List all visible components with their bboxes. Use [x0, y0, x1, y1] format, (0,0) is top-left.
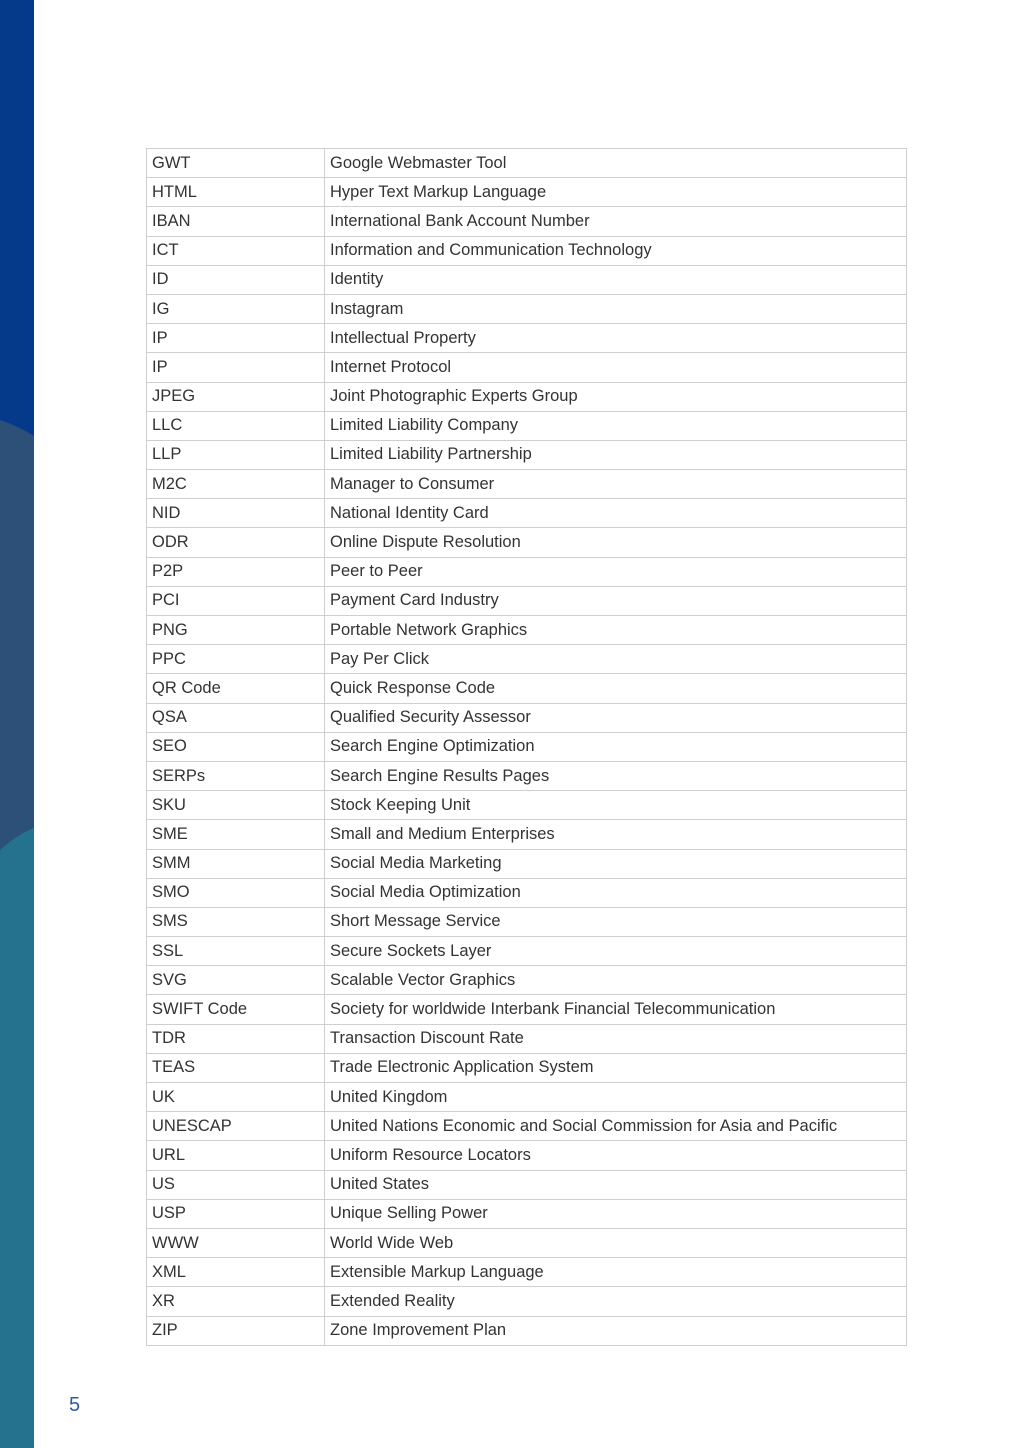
meaning-cell: Short Message Service [325, 907, 907, 936]
table-row [147, 732, 907, 761]
table-row [147, 616, 907, 645]
table-row [147, 557, 907, 586]
abbreviation-cell: SEO [147, 732, 325, 761]
meaning-cell: Zone Improvement Plan [325, 1316, 907, 1345]
meaning-cell: Scalable Vector Graphics [325, 966, 907, 995]
meaning-cell: Search Engine Results Pages [325, 761, 907, 790]
abbreviation-cell: LLP [147, 440, 325, 469]
abbreviation-cell: SME [147, 820, 325, 849]
meaning-cell: United Nations Economic and Social Commission for Asia and Pacific [325, 1112, 907, 1141]
meaning-cell: Extensible Markup Language [325, 1258, 907, 1287]
meaning-cell: Trade Electronic Application System [325, 1053, 907, 1082]
abbreviation-cell: IP [147, 324, 325, 353]
meaning-cell: Limited Liability Partnership [325, 440, 907, 469]
abbreviation-cell: SMO [147, 878, 325, 907]
table-row [147, 411, 907, 440]
table-row [147, 236, 907, 265]
meaning-cell: Extended Reality [325, 1287, 907, 1316]
side-band-bottom-section [0, 828, 34, 1448]
table-row [147, 1287, 907, 1316]
table-row [147, 1112, 907, 1141]
abbreviation-cell: TEAS [147, 1053, 325, 1082]
abbreviation-cell: SMM [147, 849, 325, 878]
table-row [147, 1316, 907, 1345]
table-row [147, 1024, 907, 1053]
abbreviation-cell: SVG [147, 966, 325, 995]
meaning-cell: Social Media Marketing [325, 849, 907, 878]
meaning-cell: World Wide Web [325, 1228, 907, 1257]
table-row [147, 1141, 907, 1170]
abbreviation-cell: USP [147, 1199, 325, 1228]
abbreviation-cell: HTML [147, 178, 325, 207]
abbreviation-cell: XR [147, 1287, 325, 1316]
meaning-cell: Limited Liability Company [325, 411, 907, 440]
meaning-cell: Payment Card Industry [325, 586, 907, 615]
table-row [147, 791, 907, 820]
meaning-cell: Internet Protocol [325, 353, 907, 382]
meaning-cell: Joint Photographic Experts Group [325, 382, 907, 411]
meaning-cell: United States [325, 1170, 907, 1199]
table-row [147, 995, 907, 1024]
table-row [147, 1170, 907, 1199]
meaning-cell: Google Webmaster Tool [325, 149, 907, 178]
abbreviation-cell: QR Code [147, 674, 325, 703]
abbreviation-cell: ODR [147, 528, 325, 557]
abbreviation-cell: SERPs [147, 761, 325, 790]
meaning-cell: Identity [325, 265, 907, 294]
meaning-cell: Online Dispute Resolution [325, 528, 907, 557]
abbreviation-cell: PNG [147, 616, 325, 645]
table-row [147, 703, 907, 732]
table-row [147, 382, 907, 411]
table-row [147, 878, 907, 907]
abbreviations-table-body [147, 149, 907, 1346]
abbreviation-cell: IBAN [147, 207, 325, 236]
abbreviation-cell: US [147, 1170, 325, 1199]
meaning-cell: Instagram [325, 294, 907, 323]
abbreviation-cell: ZIP [147, 1316, 325, 1345]
meaning-cell: Portable Network Graphics [325, 616, 907, 645]
table-row [147, 149, 907, 178]
abbreviation-cell: SWIFT Code [147, 995, 325, 1024]
table-row [147, 1083, 907, 1112]
table-row [147, 499, 907, 528]
abbreviation-cell: SSL [147, 937, 325, 966]
table-row [147, 207, 907, 236]
table-row [147, 761, 907, 790]
meaning-cell: Intellectual Property [325, 324, 907, 353]
abbreviation-cell: PPC [147, 645, 325, 674]
meaning-cell: Transaction Discount Rate [325, 1024, 907, 1053]
abbreviation-cell: P2P [147, 557, 325, 586]
table-row [147, 1258, 907, 1287]
meaning-cell: Hyper Text Markup Language [325, 178, 907, 207]
abbreviation-cell: NID [147, 499, 325, 528]
meaning-cell: United Kingdom [325, 1083, 907, 1112]
abbreviation-cell: ICT [147, 236, 325, 265]
table-row [147, 820, 907, 849]
table-row [147, 440, 907, 469]
decorative-side-band [0, 0, 34, 1448]
table-row [147, 907, 907, 936]
table-row [147, 178, 907, 207]
page-number: 5 [69, 1394, 81, 1416]
abbreviation-cell: XML [147, 1258, 325, 1287]
abbreviation-cell: SKU [147, 791, 325, 820]
abbreviation-cell: UNESCAP [147, 1112, 325, 1141]
meaning-cell: Uniform Resource Locators [325, 1141, 907, 1170]
meaning-cell: Manager to Consumer [325, 470, 907, 499]
meaning-cell: Quick Response Code [325, 674, 907, 703]
meaning-cell: International Bank Account Number [325, 207, 907, 236]
table-row [147, 937, 907, 966]
table-row [147, 470, 907, 499]
meaning-cell: Unique Selling Power [325, 1199, 907, 1228]
table-row [147, 1199, 907, 1228]
meaning-cell: Information and Communication Technology [325, 236, 907, 265]
abbreviations-table [146, 148, 907, 1346]
abbreviation-cell: PCI [147, 586, 325, 615]
meaning-cell: Secure Sockets Layer [325, 937, 907, 966]
abbreviation-cell: ID [147, 265, 325, 294]
meaning-cell: Peer to Peer [325, 557, 907, 586]
table-row [147, 353, 907, 382]
table-row [147, 645, 907, 674]
table-row [147, 674, 907, 703]
abbreviation-cell: URL [147, 1141, 325, 1170]
abbreviation-cell: IG [147, 294, 325, 323]
abbreviation-cell: TDR [147, 1024, 325, 1053]
table-row [147, 849, 907, 878]
abbreviation-cell: JPEG [147, 382, 325, 411]
abbreviation-cell: LLC [147, 411, 325, 440]
meaning-cell: Social Media Optimization [325, 878, 907, 907]
meaning-cell: National Identity Card [325, 499, 907, 528]
meaning-cell: Society for worldwide Interbank Financial Telecommunication [325, 995, 907, 1024]
meaning-cell: Small and Medium Enterprises [325, 820, 907, 849]
table-row [147, 324, 907, 353]
abbreviation-cell: UK [147, 1083, 325, 1112]
table-row [147, 1053, 907, 1082]
abbreviation-cell: M2C [147, 470, 325, 499]
table-row [147, 294, 907, 323]
abbreviation-cell: GWT [147, 149, 325, 178]
meaning-cell: Stock Keeping Unit [325, 791, 907, 820]
table-row [147, 1228, 907, 1257]
meaning-cell: Search Engine Optimization [325, 732, 907, 761]
abbreviation-cell: SMS [147, 907, 325, 936]
table-row [147, 265, 907, 294]
abbreviation-cell: IP [147, 353, 325, 382]
side-band-graphic [0, 0, 34, 1448]
abbreviation-cell: WWW [147, 1228, 325, 1257]
table-row [147, 966, 907, 995]
meaning-cell: Pay Per Click [325, 645, 907, 674]
table-row [147, 586, 907, 615]
meaning-cell: Qualified Security Assessor [325, 703, 907, 732]
abbreviation-cell: QSA [147, 703, 325, 732]
table-row [147, 528, 907, 557]
